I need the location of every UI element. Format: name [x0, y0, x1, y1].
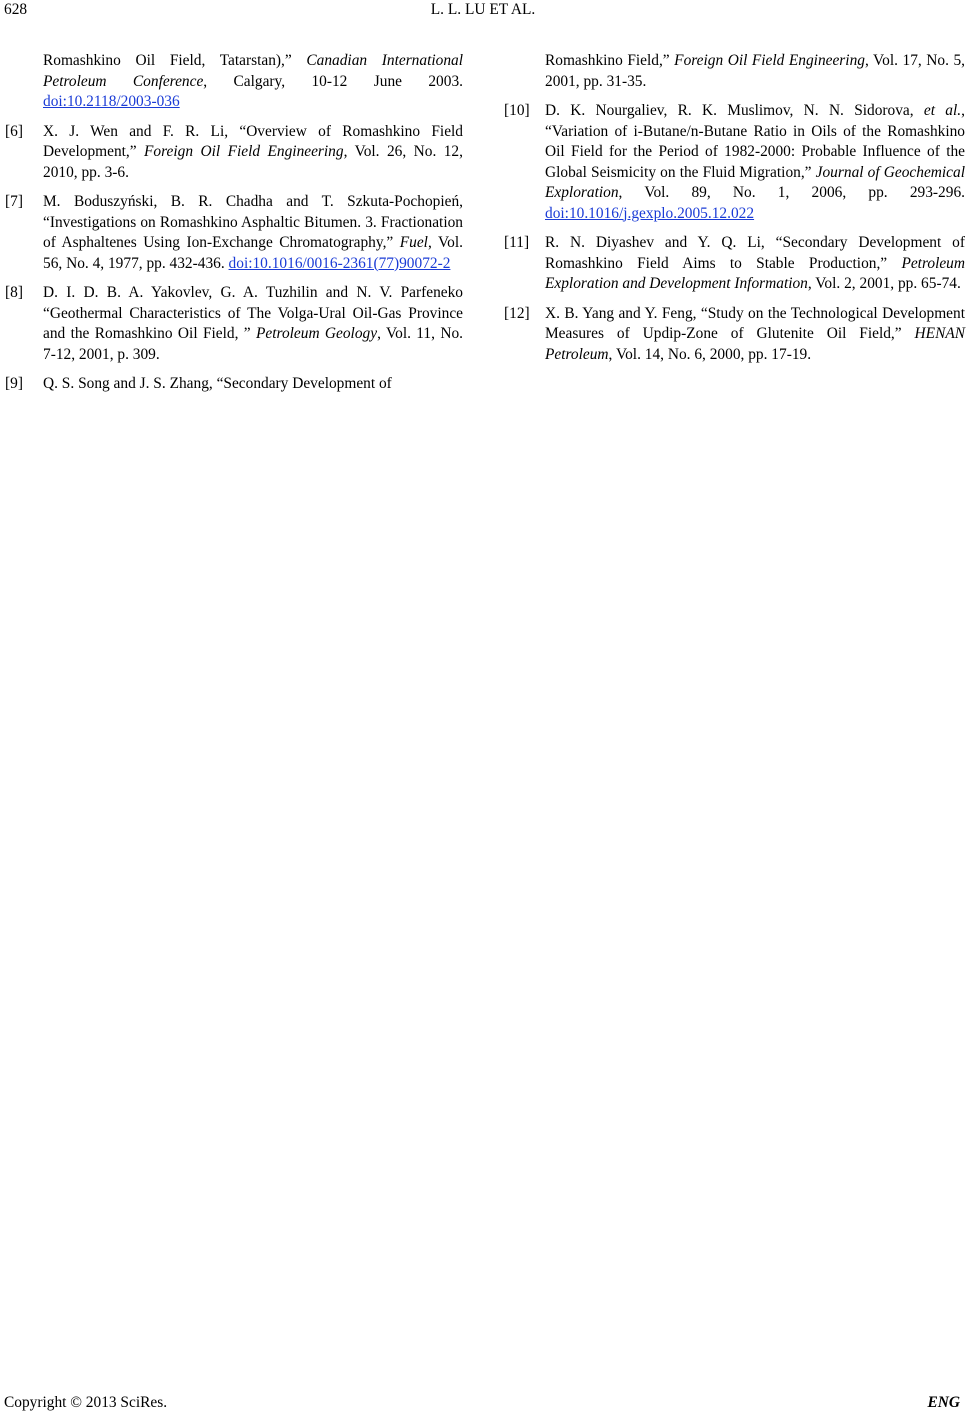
- reference-italic-text: HENAN Petroleum: [545, 325, 965, 363]
- reference-text-run: M. Boduszyński, B. R. Chadha and T. Szkuta-Pochopień, “Investigations on Romashkino Asphaltic Bitumen. 3. Fractionation of Asphaltenes Using Ion-Exchange Chromatography,”: [43, 193, 463, 251]
- reference-entry: [504, 233, 965, 295]
- page-footer: [0, 1393, 966, 1413]
- reference-text-run: D. K. Nourgaliev, R. K. Muslimov, N. N. Sidorova,: [545, 102, 924, 119]
- reference-number: [8]: [5, 284, 23, 301]
- reference-italic-text: et al.: [923, 102, 962, 119]
- reference-text-run: , Vol. 89, No. 1, 2006, pp. 293-296.: [618, 184, 965, 201]
- reference-entry: [5, 374, 463, 395]
- reference-text: [545, 233, 965, 295]
- references-left-column: [5, 51, 463, 404]
- reference-entry: [504, 101, 965, 224]
- reference-italic-text: Canadian International Petroleum Conference: [43, 52, 463, 90]
- reference-text-run: , Vol. 17, No. 5, 2001, pp. 31-35.: [545, 52, 965, 90]
- reference-text-run: , Vol. 14, No. 6, 2000, pp. 17-19.: [608, 345, 812, 363]
- reference-italic-text: Foreign Oil Field Engineering: [144, 143, 344, 160]
- reference-text-run: X. B. Yang and Y. Feng, “Study on the Technological Development Measures of Updip-Zone of Glutenite Oil Field,”: [545, 304, 965, 342]
- references-right-column: [504, 51, 965, 374]
- reference-text-run: Romashkino Oil Field, Tatarstan),”: [43, 52, 307, 69]
- doi-link[interactable]: doi:10.1016/0016-2361(77)90072-2: [228, 254, 451, 272]
- reference-text-run: , Vol. 56, No. 4, 1977, pp. 432-436.: [43, 234, 463, 272]
- reference-number: [12]: [504, 304, 530, 322]
- reference-text: [545, 304, 965, 366]
- reference-italic-text: Petroleum Exploration and Development Information: [545, 254, 965, 292]
- reference-text: [43, 192, 463, 274]
- reference-text-run: D. I. D. B. A. Yakovlev, G. A. Tuzhilin and N. V. Parfeneko “Geothermal Characteristics of The Volga-Ural Oil-Gas Province and the Romashkino Oil Field, ”: [43, 284, 463, 342]
- reference-text: [43, 374, 463, 395]
- reference-number: [6]: [5, 122, 23, 140]
- reference-text-run: Romashkino Field,”: [545, 52, 675, 69]
- reference-text-run: , “Variation of i-Butane/n-Butane Ratio in Oils of the Romashkino Oil Field for the Period of 1982-2000: Probable Influence of the Global Seismicity on the Fluid Migration,”: [545, 102, 965, 181]
- running-head: L. L. LU ET AL.: [430, 1, 536, 18]
- journal-abbreviation: ENG: [927, 1394, 960, 1411]
- reference-number: [10]: [504, 102, 530, 119]
- reference-text-run: X. J. Wen and F. R. Li, “Overview of Romashkino Field Development,”: [43, 122, 463, 160]
- reference-text-run: , Vol. 2, 2001, pp. 65-74.: [807, 275, 961, 292]
- reference-text-run: , Vol. 11, No. 7-12, 2001, p. 309.: [43, 325, 463, 363]
- reference-text: [43, 51, 463, 113]
- reference-entry: [504, 304, 965, 366]
- reference-italic-text: Fuel: [399, 234, 428, 251]
- doi-link[interactable]: doi:10.1016/j.gexplo.2005.12.022: [545, 204, 755, 222]
- copyright-notice: Copyright © 2013 SciRes.: [4, 1394, 168, 1411]
- page-number: 628: [4, 1, 28, 18]
- reference-italic-text: Journal of Geochemical Exploration: [545, 163, 965, 201]
- reference-entry: [5, 122, 463, 184]
- reference-text-run: R. N. Diyashev and Y. Q. Li, “Secondary Development of Romashkino Field Aims to Stable Production,”: [545, 234, 965, 272]
- reference-text: [545, 51, 965, 92]
- reference-text-run: , Vol. 26, No. 12, 2010, pp. 3-6.: [43, 143, 463, 181]
- reference-entry: [5, 51, 463, 113]
- reference-text: [545, 101, 965, 224]
- reference-number: [7]: [5, 193, 23, 210]
- reference-entry: [504, 51, 965, 92]
- reference-text: [43, 283, 463, 365]
- reference-text-run: , Calgary, 10-12 June 2003.: [203, 72, 463, 90]
- page-header: [0, 0, 966, 24]
- reference-entry: [5, 192, 463, 274]
- reference-entry: [5, 283, 463, 365]
- reference-italic-text: Petroleum Geology: [256, 325, 378, 342]
- doi-link[interactable]: doi:10.2118/2003-036: [43, 93, 180, 110]
- reference-number: [9]: [5, 375, 23, 392]
- reference-text-run: Q. S. Song and J. S. Zhang, “Secondary Development of: [43, 375, 392, 392]
- reference-number: [11]: [504, 234, 530, 251]
- reference-italic-text: Foreign Oil Field Engineering: [674, 52, 865, 69]
- reference-text: [43, 122, 463, 184]
